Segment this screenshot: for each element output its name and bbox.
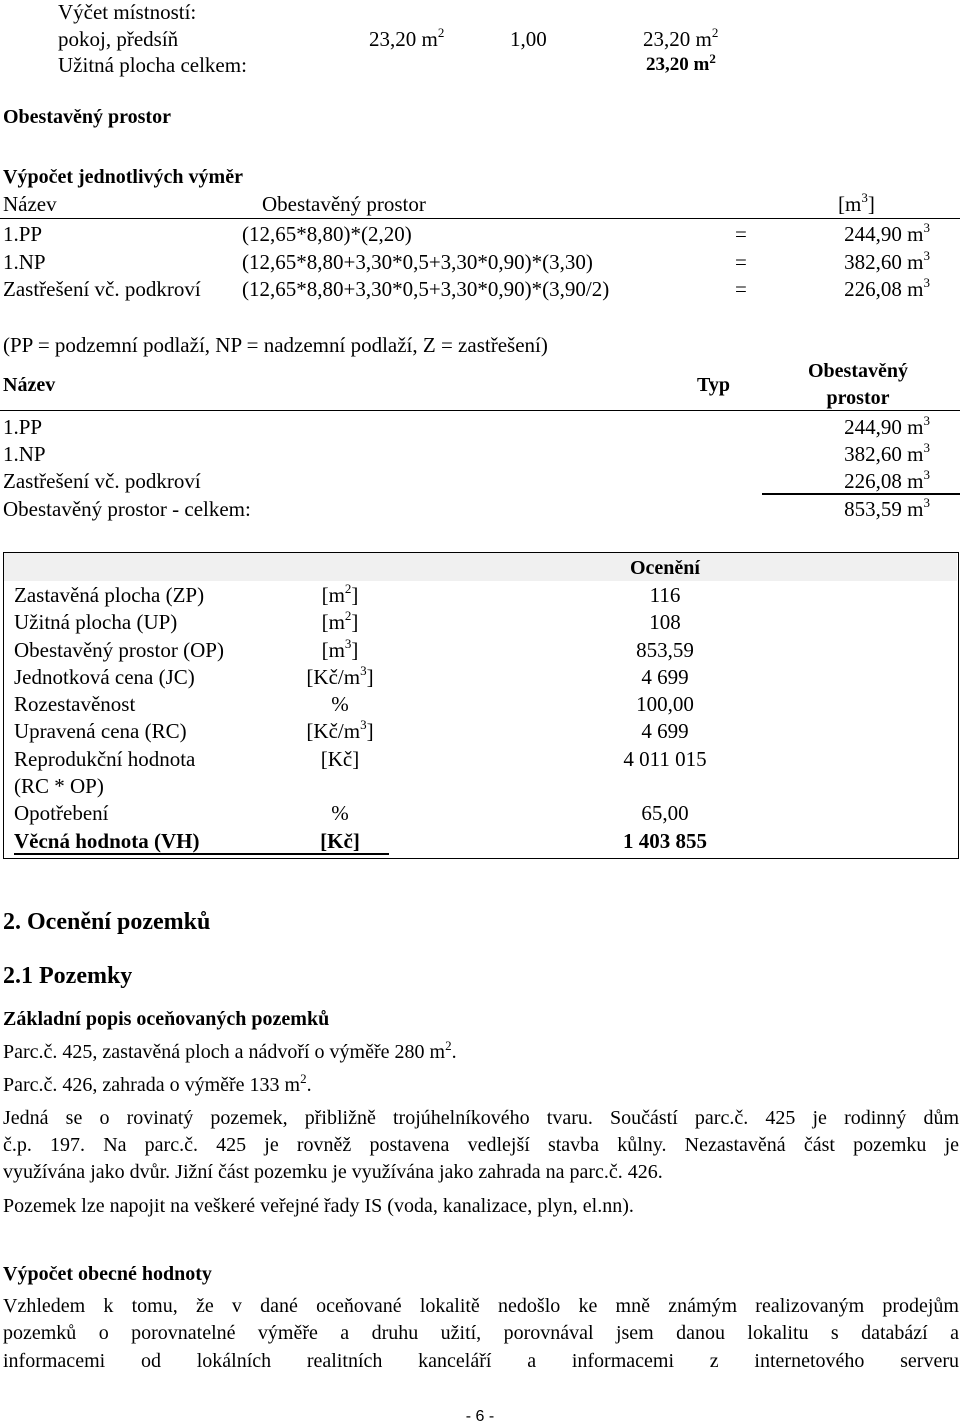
final-value-rule bbox=[14, 853, 389, 855]
description-line: využívána jako dvůr. Jižní část pozemku je využívána jako zahrada na parc.č. 426. bbox=[3, 1161, 663, 1183]
valuation-label: Opotřebení bbox=[14, 801, 109, 825]
valuation-value: 100,00 bbox=[636, 692, 694, 716]
calc-row-value: 244,90 $m^3$ bbox=[844, 220, 930, 246]
valuation-unit: % bbox=[331, 692, 349, 716]
valuation-label: Obestavěný prostor (OP) bbox=[14, 638, 224, 662]
valuation-unit: $[m^2]$ bbox=[321, 581, 359, 607]
valuation-value: 108 bbox=[649, 610, 681, 634]
valuation-unit: [Kč] bbox=[320, 747, 360, 771]
summary-total-label: Obestavěný prostor - celkem: bbox=[3, 497, 251, 521]
summary-col-name: Název bbox=[3, 374, 56, 396]
calc-col-unit: $[m^3]$ bbox=[838, 190, 875, 216]
room-total: 23,20 $m^2$ bbox=[643, 25, 719, 51]
page-number: - 6 - bbox=[465, 1408, 495, 1425]
valuation-label: Upravená cena (RC) bbox=[14, 719, 187, 743]
general-value-heading: Výpočet obecné hodnoty bbox=[3, 1263, 212, 1285]
calc-row-name: Zastřešení vč. podkroví bbox=[3, 277, 201, 301]
subsection-heading: 2.1 Pozemky bbox=[3, 963, 133, 989]
utilities-note: Pozemek lze napojit na veškeré veřejné řady IS (voda, kanalizace, plyn, el.nn). bbox=[3, 1195, 634, 1217]
calc-row-value: 226,08 $m^3$ bbox=[844, 275, 930, 301]
room-coef: 1,00 bbox=[510, 27, 547, 51]
valuation-value: 4 011 015 bbox=[623, 747, 707, 771]
calc-row-name: 1.PP bbox=[3, 222, 43, 246]
calc-col-name: Název bbox=[3, 192, 57, 216]
valuation-unit: $[Kč/m^3]$ bbox=[306, 663, 374, 689]
calc-heading: Výpočet jednotlivých výměr bbox=[3, 166, 243, 188]
calc-row-formula: (12,65*8,80+3,30*0,5+3,30*0,90)*(3,90/2) bbox=[242, 277, 610, 301]
calc-row-eq: = bbox=[735, 222, 747, 246]
valuation-label: (RC * OP) bbox=[14, 774, 104, 798]
valuation-label: Rozestavěnost bbox=[14, 692, 136, 716]
valuation-label: Jednotková cena (JC) bbox=[14, 665, 195, 689]
summary-row-value: 226,08 $m^3$ bbox=[844, 467, 930, 493]
valuation-value: 4 699 bbox=[641, 665, 689, 689]
final-value-amount: 1 403 855 bbox=[623, 829, 707, 853]
summary-col-type: Typ bbox=[697, 374, 730, 396]
valuation-value: 116 bbox=[649, 583, 681, 607]
summary-total-value: 853,59 $m^3$ bbox=[844, 495, 930, 521]
valuation-unit: $[m^3]$ bbox=[321, 636, 359, 662]
calc-header-rule bbox=[0, 218, 960, 219]
valuation-header-band bbox=[4, 553, 957, 581]
description-line: č.p. 197. Na parc.č. 425 je rovněž postavena vedlejší stavba kůlny. Nezastavěná část pozemku je bbox=[3, 1134, 959, 1156]
description-line: Jedná se o rovinatý pozemek, přibližně trojúhelníkového tvaru. Součástí parc.č. 425 je rodinný dům bbox=[3, 1107, 959, 1129]
valuation-header: Ocenění bbox=[630, 557, 700, 579]
valuation-unit: $[m^2]$ bbox=[321, 608, 359, 634]
summary-header-rule bbox=[0, 410, 960, 411]
room-name: pokoj, předsíň bbox=[58, 27, 179, 51]
calc-row-formula: (12,65*8,80+3,30*0,5+3,30*0,90)*(3,30) bbox=[242, 250, 593, 274]
summary-row-value: 382,60 $m^3$ bbox=[844, 440, 930, 466]
summary-col-space-2: prostor bbox=[826, 387, 890, 409]
summary-row-value: 244,90 $m^3$ bbox=[844, 413, 930, 439]
general-value-line: pozemků o porovnatelné výměře a druhu užití, porovnával jsem danou lokalitu s databází a bbox=[3, 1322, 959, 1344]
summary-total-rule bbox=[762, 493, 960, 495]
section-heading: 2. Ocenění pozemků bbox=[3, 909, 211, 935]
valuation-unit: $[Kč/m^3]$ bbox=[306, 717, 374, 743]
valuation-value: 853,59 bbox=[636, 638, 694, 662]
calc-row-value: 382,60 $m^3$ bbox=[844, 248, 930, 274]
parcel-425: Parc.č. 425, zastavěná ploch a nádvoří o výměře 280 $m^2$. bbox=[3, 1038, 457, 1063]
calc-row-eq: = bbox=[735, 277, 747, 301]
rooms-title: Výčet místností: bbox=[58, 0, 197, 24]
valuation-label: Užitná plocha (UP) bbox=[14, 610, 178, 634]
summary-row-name: 1.PP bbox=[3, 415, 43, 439]
calc-row-formula: (12,65*8,80)*(2,20) bbox=[242, 222, 412, 246]
room-area: 23,20 $m^2$ bbox=[369, 25, 445, 51]
valuation-label: Zastavěná plocha (ZP) bbox=[14, 583, 205, 607]
final-value-label: Věcná hodnota (VH) bbox=[14, 829, 200, 853]
valuation-value: 4 699 bbox=[641, 719, 689, 743]
calc-col-formula: Obestavěný prostor bbox=[262, 192, 426, 216]
general-value-line: Vzhledem k tomu, že v dané oceňované lokalitě nedošlo ke mně známým realizovaným prodejům bbox=[3, 1295, 959, 1317]
usable-area-total: 23,20 $m^2$ bbox=[646, 51, 716, 75]
parcel-426: Parc.č. 426, zahrada o výměře 133 $m^2$. bbox=[3, 1071, 312, 1096]
calc-row-eq: = bbox=[735, 250, 747, 274]
built-space-heading: Obestavěný prostor bbox=[3, 106, 171, 128]
legend-note: (PP = podzemní podlaží, NP = nadzemní podlaží, Z = zastřešení) bbox=[3, 333, 548, 357]
valuation-unit: % bbox=[331, 801, 349, 825]
usable-area-label: Užitná plocha celkem: bbox=[58, 53, 247, 77]
valuation-value: 65,00 bbox=[641, 801, 689, 825]
summary-row-name: Zastřešení vč. podkroví bbox=[3, 469, 201, 493]
summary-col-space-1: Obestavěný bbox=[808, 360, 908, 382]
summary-row-name: 1.NP bbox=[3, 442, 46, 466]
desc-heading: Základní popis oceňovaných pozemků bbox=[3, 1008, 330, 1030]
valuation-label: Reprodukční hodnota bbox=[14, 747, 196, 771]
calc-row-name: 1.NP bbox=[3, 250, 46, 274]
general-value-line: informacemi od lokálních realitních kanceláří a informacemi z internetového serveru bbox=[3, 1350, 959, 1372]
final-value-unit: [Kč] bbox=[320, 829, 360, 853]
